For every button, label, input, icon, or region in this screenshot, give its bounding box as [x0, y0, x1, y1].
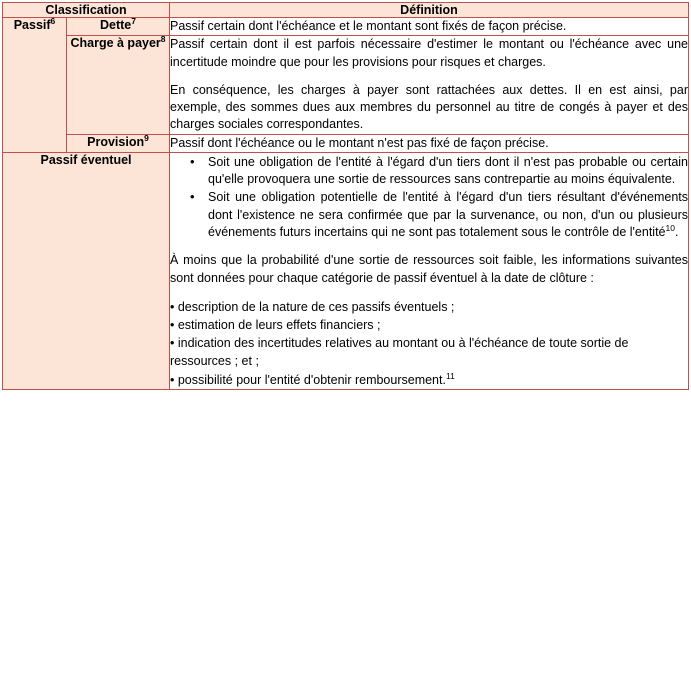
list-item-footnote: 11	[445, 370, 455, 381]
definition-paragraph: À moins que la probabilité d'une sortie de ressources soit faible, les informations suivantes sont données pour chaque catégorie de passif éventuel à la date de clôture :	[170, 253, 688, 285]
category-label: Passif éventuel	[40, 152, 132, 167]
table-row	[3, 152, 689, 389]
definition-paragraph: Passif dont l'échéance ou le montant n'est pas fixé de façon précise.	[170, 135, 549, 150]
subcategory-label: Charge à payer	[70, 36, 161, 51]
list-item: • estimation de leurs effets financiers ;	[170, 318, 381, 333]
table-row	[3, 18, 689, 36]
definition-passif-eventuel	[170, 152, 689, 389]
header-classification: Classification	[3, 3, 170, 18]
definition-paragraph: Passif certain dont l'échéance et le montant sont fixés de façon précise.	[170, 19, 567, 33]
definition-paragraph: Passif certain dont il est parfois nécessaire d'estimer le montant ou l'échéance avec une incertitude moindre que pour les provisions pour risques et charges.	[170, 37, 688, 69]
subcategory-footnote: 7	[131, 15, 136, 26]
subcategory-label: Dette	[100, 18, 132, 32]
definition-paragraph: En conséquence, les charges à payer sont rattachées aux dettes. Il en est ainsi, par exemple, des sommes dues aux membres du personnel au titre de congés à payer et des charges sociales correspondantes.	[170, 82, 688, 132]
subcategory-dette	[67, 15, 170, 36]
subcategory-provision	[67, 134, 170, 152]
sub-item-list	[170, 298, 688, 389]
table-row	[3, 36, 689, 134]
category-passif	[3, 15, 67, 153]
list-item-tail: .	[674, 224, 679, 239]
list-item	[170, 371, 688, 389]
list-item: • Soit une obligation de l'entité à l'égard d'un tiers dont il n'est pas probable ou certain qu'elle provoquera une sortie de ressources sans contrepartie au moins équivalente.	[208, 154, 688, 189]
definition-dette	[170, 18, 689, 36]
definition-provision	[170, 134, 689, 152]
list-item	[208, 189, 688, 241]
category-passif-eventuel	[3, 152, 170, 389]
list-item: • indication des incertitudes relatives au montant ou à l'échéance de toute sortie de ressources ; et ;	[170, 336, 629, 369]
list-item: • description de la nature de ces passifs éventuels ;	[170, 300, 455, 314]
subcategory-footnote: 8	[160, 34, 166, 45]
category-label: Passif	[13, 18, 51, 32]
bullet-list	[170, 154, 688, 241]
category-footnote: 6	[50, 15, 56, 26]
subcategory-charge-a-payer	[67, 36, 170, 134]
classification-table	[2, 2, 689, 390]
table-header-row	[3, 3, 689, 18]
definition-charge-a-payer	[170, 36, 689, 134]
table-row	[3, 134, 689, 152]
header-definition: Définition	[170, 3, 689, 18]
subcategory-label: Provision	[87, 134, 145, 149]
subcategory-footnote: 9	[144, 132, 149, 143]
list-item-text: • possibilité pour l'entité d'obtenir remboursement.	[170, 372, 446, 387]
list-item-footnote: 10	[665, 222, 675, 233]
list-item-text: Soit une obligation potentielle de l'entité à l'égard d'un tiers résultant d'événements dont l'existence ne sera confirmée que par la survenance, ou non, d'un ou plusieurs événements futurs incertains qui ne sont pas totalement sous le contrôle de l'entité	[208, 190, 688, 239]
